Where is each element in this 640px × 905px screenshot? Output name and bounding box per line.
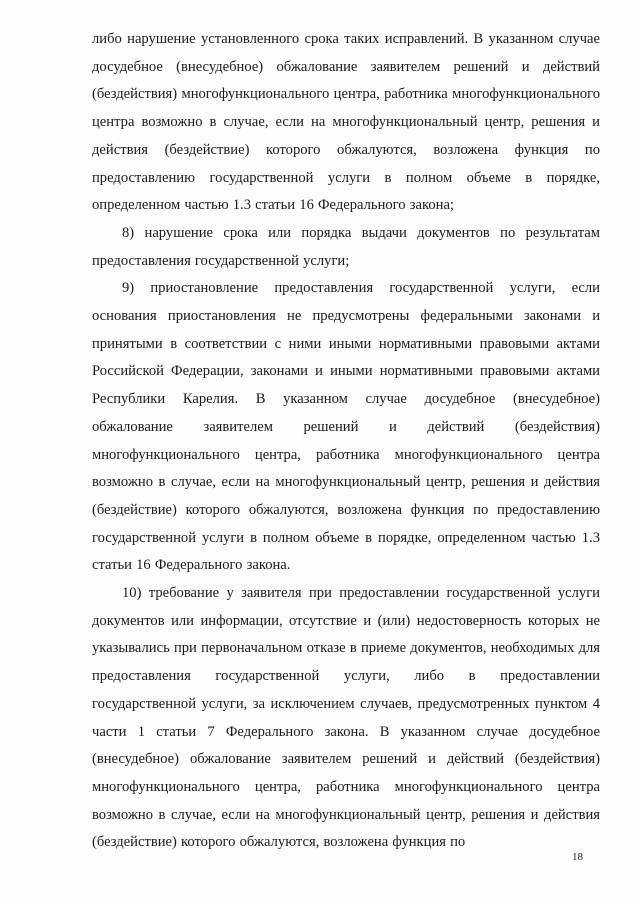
paragraph-continuation: либо нарушение установленного срока таких исправлений. В указанном случае досудебное (внесудебное) обжалование заявителем решений и действий (бездействия) многофункционального центра, работника многофункционального центра возможно в случае, если на многофункциональный центр, решения и действия (бездействие) которого обжалуются, возложена функция по предоставлению государственной услуги в полном объеме в порядке, определенном частью 1.3 статьи 16 Федерального закона; — [92, 31, 600, 214]
paragraph-item-8: 8) нарушение срока или порядка выдачи документов по результатам предоставления государственной услуги; — [92, 224, 600, 269]
page-number: 18 — [572, 851, 583, 863]
paragraph-item-10: 10) требование у заявителя при предоставлении государственной услуги документов или информации, отсутствие и (или) недостоверность которых не указывались при первоначальном отказе в приеме документов, необходимых для предоставления государственной услуги, либо в предоставлении государственной услуги, за исключением случаев, предусмотренных пунктом 4 части 1 статьи 7 Федерального закона. В указанном случае досудебное (внесудебное) обжалование заявителем решений и действий (бездействия) многофункционального центра, работника многофункционального центра возможно в случае, если на многофункциональный центр, решения и действия (бездействие) которого обжалуются, возложена функция по — [92, 585, 600, 851]
paragraph-item-9: 9) приостановление предоставления государственной услуги, если основания приостановления не предусмотрены федеральными законами и принятыми в соответствии с ними иными нормативными правовыми актами Российской Федерации, законами и иными нормативными правовыми актами Республики Карелия. В указанном случае досудебное (внесудебное) обжалование заявителем решений и действий (бездействия) многофункционального центра, работника многофункционального центра возможно в случае, если на многофункциональный центр, решения и действия (бездействие) которого обжалуются, возложена функция по предоставлению государственной услуги в полном объеме в порядке, определенном частью 1.3 статьи 16 Федерального закона. — [92, 280, 600, 574]
body-text — [92, 26, 600, 857]
